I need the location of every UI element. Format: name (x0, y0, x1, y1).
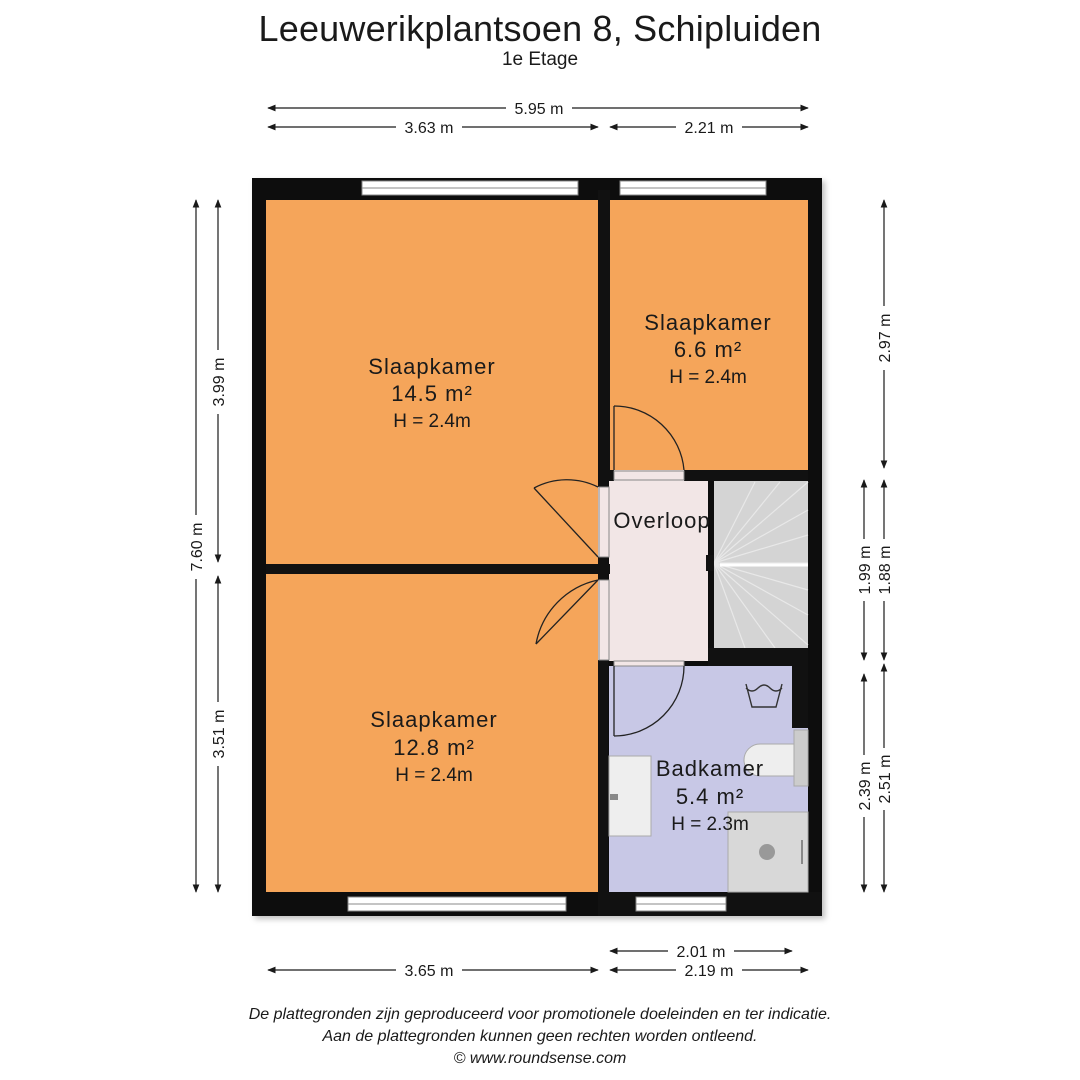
room-name: Overloop (613, 508, 711, 533)
dim-right-mid-outer: 1.88 m (877, 545, 894, 595)
dim-right-upper: 2.97 m (877, 313, 894, 363)
shower-drain (759, 844, 775, 860)
room-area: 14.5 m² (391, 381, 473, 406)
disclaimer-line-1: De plattegronden zijn geproduceerd voor promotionele doeleinden en ter indicatie. (248, 1006, 832, 1023)
copyright-link[interactable]: © www.roundsense.com (453, 1050, 627, 1067)
room-name: Slaapkamer (368, 354, 496, 379)
dim-bottom-right-outer: 2.19 m (684, 963, 734, 980)
floor-label: 1e Etage (501, 49, 579, 70)
room-height: H = 2.4m (393, 411, 471, 432)
dim-bottom-left: 3.65 m (404, 963, 454, 980)
room-name: Slaapkamer (644, 310, 772, 335)
dim-top-total: 5.95 m (514, 101, 564, 118)
dim-left-total: 7.60 m (189, 522, 206, 572)
room-height: H = 2.4m (395, 765, 473, 786)
dim-left-upper: 3.99 m (211, 357, 228, 407)
dim-right-lower-outer: 2.51 m (877, 754, 894, 804)
room-area: 6.6 m² (673, 337, 743, 362)
room-name: Slaapkamer (370, 707, 498, 732)
page-title: Leeuwerikplantsoen 8, Schipluiden (258, 8, 822, 49)
dim-top-right: 2.21 m (684, 120, 734, 137)
room-name: Badkamer (655, 756, 765, 781)
dim-right-mid-inner: 1.99 m (857, 545, 874, 595)
dim-left-lower: 3.51 m (211, 709, 228, 759)
disclaimer-line-2: Aan de plattegronden kunnen geen rechten worden ontleend. (322, 1028, 758, 1045)
room-area: 12.8 m² (393, 735, 475, 760)
room-slaapkamer-2 (610, 200, 808, 470)
room-area: 5.4 m² (675, 784, 745, 809)
room-height: H = 2.3m (671, 814, 749, 835)
dim-right-lower-inner: 2.39 m (857, 761, 874, 811)
dim-top-left: 3.63 m (404, 120, 454, 137)
room-height: H = 2.4m (669, 367, 747, 388)
room-slaapkamer-3 (266, 574, 598, 892)
dim-bottom-right-inner: 2.01 m (676, 944, 726, 961)
